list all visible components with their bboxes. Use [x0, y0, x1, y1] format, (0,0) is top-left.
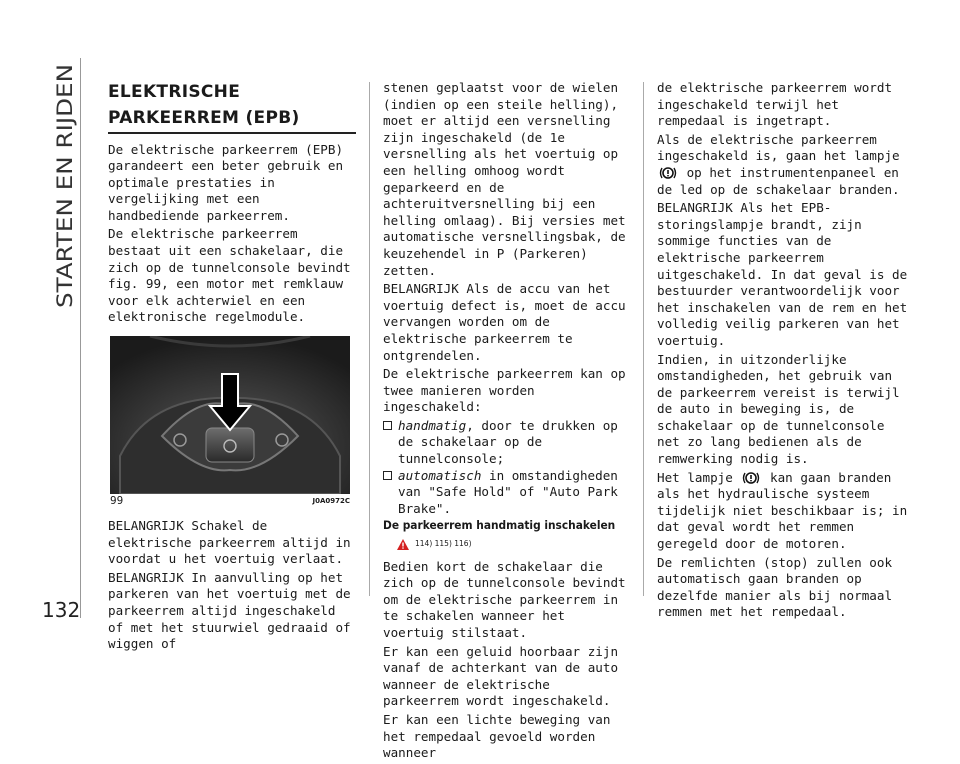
- bullet-automatic: [383, 468, 631, 518]
- figure-caption: [110, 494, 350, 508]
- paragraph-battery: BELANGRIJK Als de accu van het voertuig defect is, moet de accu vervangen worden om de elektrische parkeerrem te ontgrendelen.: [383, 281, 626, 363]
- column-2: [383, 80, 631, 764]
- paragraph-lamp-text-b: op het instrumentenpaneel en de led op de schakelaar branden.: [657, 164, 900, 197]
- paragraph-pedal-cont: de elektrische parkeerrem wordt ingeschakeld terwijl het rempedaal is ingetrapt.: [657, 80, 893, 129]
- bullet-square-icon: [383, 471, 392, 480]
- figure-epb-switch: [110, 336, 350, 494]
- subheading-manual: De parkeerrem handmatig inschakelen: [383, 518, 616, 533]
- section-title-text: STARTEN EN RIJDEN: [53, 99, 77, 308]
- sidebar-rule: [80, 58, 81, 618]
- page-number: 132: [42, 598, 81, 622]
- paragraph-stoplights: De remlichten (stop) zullen ook automatisch gaan branden op dezelfde manier als bij normaal remmen met het rempedaal.: [657, 554, 893, 620]
- paragraph-important-1: BELANGRIJK Schakel de elektrische parkeerrem altijd in voordat u het voertuig verlaat.: [108, 518, 351, 567]
- bullet-automatic-italic: automatisch: [398, 467, 482, 483]
- paragraph-important-2: BELANGRIJK In aanvulling op het parkeren van het voertuig met de parkeerrem altijd ingeschakeld of met het stuurwiel gedraaid of wiggen of: [108, 569, 351, 652]
- paragraph-components: De elektrische parkeerrem bestaat uit een schakelaar, die zich op de tunnelconsole bevindt fig. 99, een motor met remklauw voor elk achterwiel en een elektronische regelmodule.: [108, 226, 351, 325]
- paragraph-pedal: Er kan een lichte beweging van het rempedaal gevoeld worden wanneer: [383, 711, 611, 761]
- warning-ref-numbers: 114) 115) 116): [415, 539, 472, 549]
- brake-warning-lamp-icon: [659, 166, 677, 180]
- paragraph-lamp-text-a: Als de elektrische parkeerrem ingeschakeld is, gaan het lampje: [657, 131, 900, 164]
- column-separator-2: [643, 82, 644, 596]
- warning-triangle-icon: [397, 539, 409, 550]
- paragraph-hydraulic-text-b: kan gaan branden als het hydraulische systeem tijdelijk niet beschikbaar is; in dat geval wordt het remmen geregeld door de motoren.: [657, 469, 908, 552]
- column-3: [657, 80, 909, 623]
- paragraph-fault: BELANGRIJK Als het EPB-storingslampje brandt, zijn sommige functies van de elektrische parkeerrem uitgeschakeld. In dat geval is de bestuurder verantwoordelijk voor het inschakelen van de rem en het volledig veilig parkeren van het voertuig.: [657, 200, 908, 348]
- warning-references: [397, 536, 631, 553]
- section-heading-line1: ELEKTRISCHE: [108, 82, 241, 102]
- paragraph-hydraulic: [657, 470, 909, 553]
- section-heading-line2: PARKEERREM (EPB): [108, 108, 300, 128]
- heading-rule: [108, 132, 356, 134]
- bullet-manual-text: , door te drukken op de schakelaar op de tunnelconsole;: [398, 417, 618, 467]
- paragraph-operate: Bedien kort de schakelaar die zich op de tunnelconsole bevindt om de elektrische parkeerrem in te schakelen wanneer het voertuig stilstaat.: [383, 558, 626, 640]
- column-1: [108, 80, 356, 655]
- paragraph-hydraulic-text-a: Het lampje: [657, 469, 733, 485]
- bullet-manual-italic: handmatig: [398, 417, 467, 433]
- bullet-manual: [383, 418, 631, 468]
- section-title-vertical: [46, 58, 80, 308]
- paragraph-two-ways: De elektrische parkeerrem kan op twee manieren worden ingeschakeld:: [383, 366, 626, 415]
- paragraph-gear: stenen geplaatst voor de wielen (indien op een steile helling), moet er altijd een versnelling zijn ingeschakeld (de 1e versnelling als het voertuig op een helling omhoog wordt geparkeerd en de achteruitversnelling bij een helling omlaag). Bij versies met automatische versnellingsbak, de keuzehendel in P (Parkeren) zetten.: [383, 80, 626, 278]
- paragraph-sound: Er kan een geluid hoorbaar zijn vanaf de achterkant van de auto wanneer de elektrische parkeerrem wordt ingeschakeld.: [383, 643, 619, 709]
- paragraph-intro: De elektrische parkeerrem (EPB) garandeert een beter gebruik en optimale prestaties in vergelijking met een handbediende parkeerrem.: [108, 141, 344, 223]
- bullet-automatic-text: in omstandigheden van "Safe Hold" of "Auto Park Brake".: [398, 467, 618, 516]
- figure-number: 99: [110, 494, 124, 508]
- bullet-square-icon: [383, 421, 392, 430]
- paragraph-exceptional: Indien, in uitzonderlijke omstandigheden, het gebruik van de parkeerrem vereist is terwijl de auto in beweging is, de schakelaar op de tunnelconsole net zo lang bedienen als de remwerking nodig is.: [657, 351, 900, 467]
- brake-warning-lamp-icon: [742, 471, 760, 485]
- column-separator-1: [369, 82, 370, 596]
- paragraph-lamp: [657, 132, 909, 198]
- figure-code: J0A0972C: [312, 497, 350, 506]
